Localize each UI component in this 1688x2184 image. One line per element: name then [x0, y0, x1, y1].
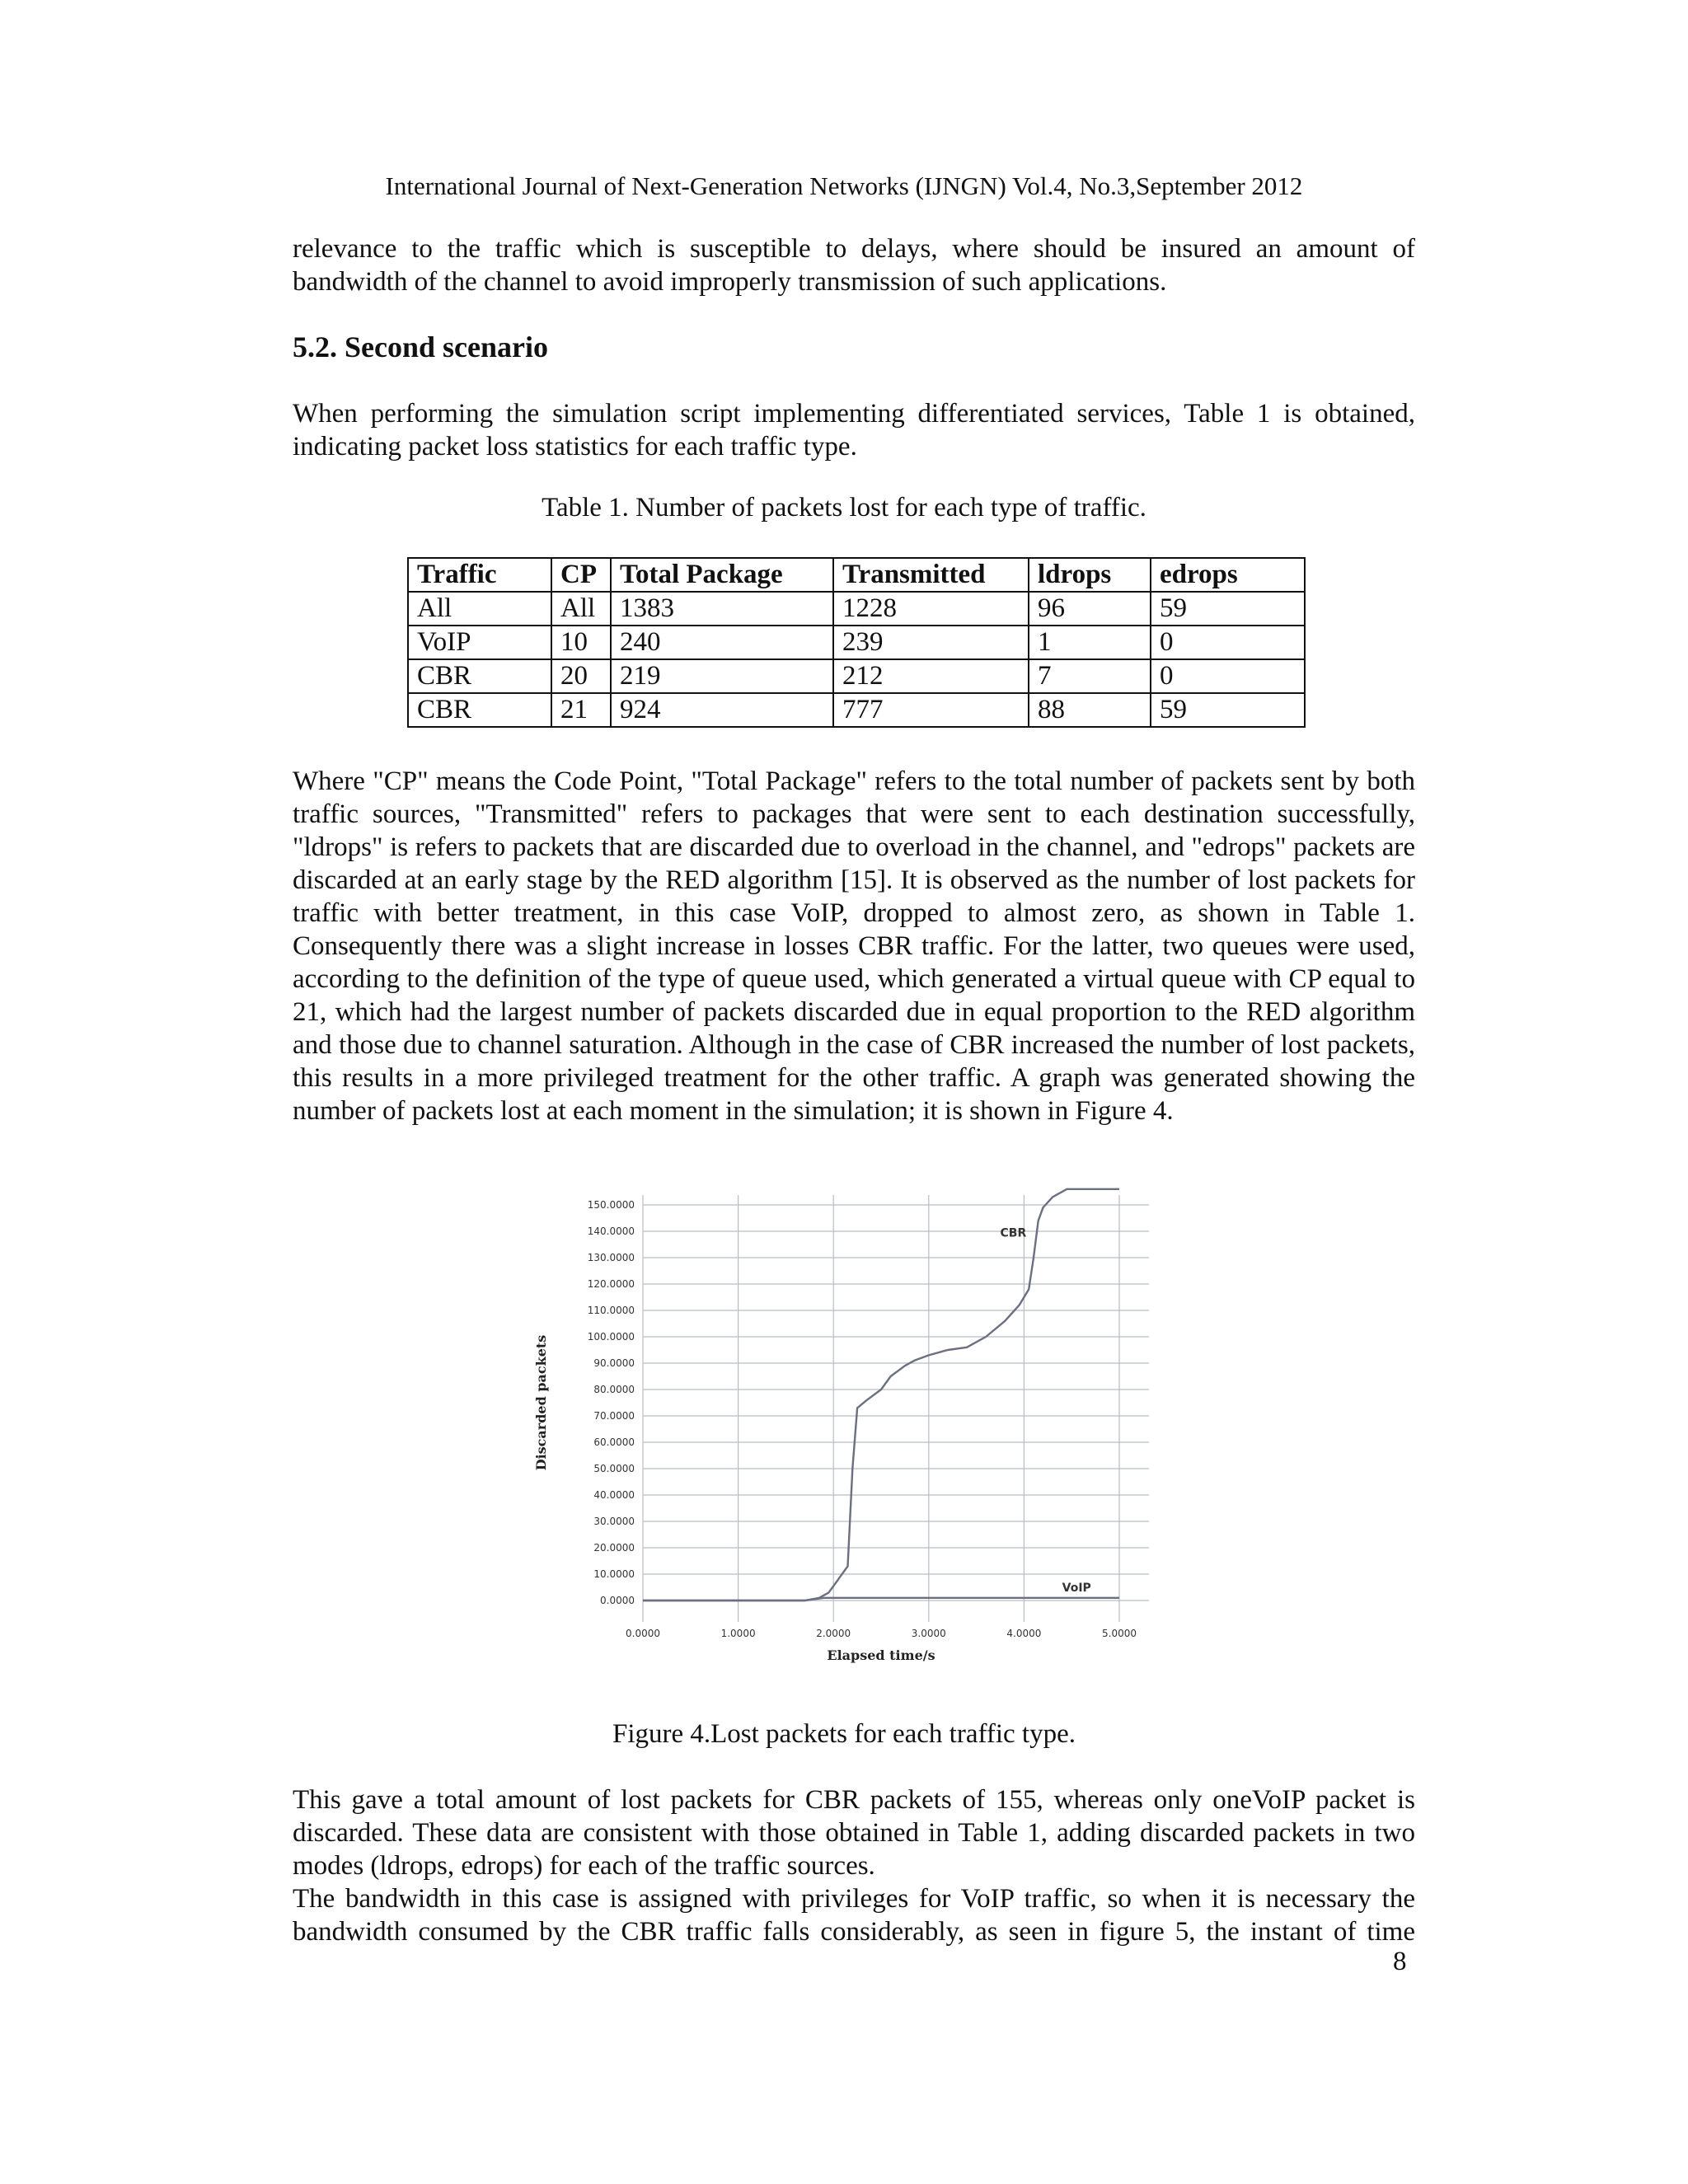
table-cell: 59 [1151, 693, 1305, 727]
y-tick-label: 70.0000 [593, 1410, 635, 1422]
series-label-cbr: CBR [1000, 1226, 1027, 1240]
intro-paragraph: relevance to the traffic which is susceptible to delays, where should be insured an amount of bandwidth of the channel to avoid improperly transmission of such applications. [293, 234, 1415, 297]
x-tick-label: 3.0000 [911, 1628, 946, 1639]
y-tick-label: 140.0000 [587, 1226, 635, 1237]
page-number: 8 [1393, 1947, 1407, 1976]
table-cell: 59 [1151, 592, 1305, 626]
lost-packets-chart [528, 1187, 1170, 1690]
y-tick-label: 80.0000 [593, 1384, 635, 1395]
discussion-paragraph: Where "CP" means the Code Point, "Total Package" refers to the total number of packets sent by both traffic sources, "Transmitted" refers to packages that were sent to each destination successfully, "ldrops" is refers to packets that are discarded due to overload in the channel, and "edrops" packets are discarded at an early stage by the RED algorithm [15]. It is observed as the number of lost packets for traffic with better treatment, in this case VoIP, dropped to almost zero, as shown in Table 1. Consequently there was a slight increase in losses CBR traffic. For the latter, two queues were used, according to the definition of the type of queue used, which generated a virtual queue with CP equal to 21, which had the largest number of packets discarded due in equal proportion to the RED algorithm and those due to channel saturation. Although in the case of CBR increased the number of lost packets, this results in a more privileged treatment for the other traffic. A graph was generated showing the number of packets lost at each moment in the simulation; it is shown in Figure 4. [293, 766, 1415, 1126]
table-row [408, 592, 1305, 626]
y-tick-label: 120.0000 [587, 1278, 635, 1290]
table-cell: CBR [408, 659, 551, 693]
y-tick-label: 100.0000 [587, 1331, 635, 1343]
table-row [408, 659, 1305, 693]
y-tick-label: 30.0000 [593, 1516, 635, 1527]
table-header-cell: edrops [1151, 558, 1305, 592]
x-tick-label: 2.0000 [816, 1628, 851, 1639]
y-tick-label: 50.0000 [593, 1463, 635, 1474]
table-cell: All [551, 592, 611, 626]
x-tick-label: 1.0000 [720, 1628, 756, 1639]
running-header: International Journal of Next-Generation Networks (IJNGN) Vol.4, No.3,September 2012 [385, 171, 1303, 200]
y-tick-label: 40.0000 [593, 1489, 635, 1501]
x-tick-label: 5.0000 [1102, 1628, 1137, 1639]
table-header-cell: Traffic [408, 558, 551, 592]
table-cell: 20 [551, 659, 611, 693]
packet-loss-table [407, 557, 1306, 728]
y-tick-label: 10.0000 [593, 1568, 635, 1580]
table-cell: 777 [833, 693, 1029, 727]
table-cell: VoIP [408, 626, 551, 659]
y-tick-label: 110.0000 [587, 1305, 635, 1316]
series-label-voip: VoIP [1062, 1581, 1091, 1595]
table-header-row [408, 558, 1305, 592]
table-row [408, 626, 1305, 659]
section-paragraph: When performing the simulation script implementing differentiated services, Table 1 is obtained, indicating packet loss statistics for each traffic type. [293, 399, 1415, 462]
x-axis-title: Elapsed time/s [827, 1647, 935, 1663]
table-cell: 0 [1151, 659, 1305, 693]
y-tick-label: 20.0000 [593, 1542, 635, 1554]
table-header-cell: ldrops [1029, 558, 1151, 592]
figure-caption: Figure 4.Lost packets for each traffic type. [612, 1719, 1076, 1749]
table-header-cell: Total Package [611, 558, 833, 592]
table-cell: All [408, 592, 551, 626]
y-tick-label: 90.0000 [593, 1357, 635, 1369]
table-cell: CBR [408, 693, 551, 727]
y-tick-label: 0.0000 [600, 1595, 635, 1606]
table-cell: 240 [611, 626, 833, 659]
table-header-cell: Transmitted [833, 558, 1029, 592]
table-cell: 1 [1029, 626, 1151, 659]
x-tick-label: 4.0000 [1006, 1628, 1042, 1639]
table-cell: 1383 [611, 592, 833, 626]
table-cell: 924 [611, 693, 833, 727]
y-tick-label: 150.0000 [587, 1199, 635, 1211]
table-cell: 0 [1151, 626, 1305, 659]
conclusion-paragraph-2: The bandwidth in this case is assigned with privileges for VoIP traffic, so when it is necessary the bandwidth consumed by the CBR traffic falls considerably, as seen in figure 5, the instant of time [293, 1884, 1415, 1947]
table-cell: 10 [551, 626, 611, 659]
table-cell: 219 [611, 659, 833, 693]
table-cell: 239 [833, 626, 1029, 659]
y-tick-label: 130.0000 [587, 1252, 635, 1263]
section-heading: 5.2. Second scenario [293, 330, 548, 363]
table-cell: 1228 [833, 592, 1029, 626]
y-tick-label: 60.0000 [593, 1436, 635, 1448]
table-cell: 7 [1029, 659, 1151, 693]
y-axis-title: Discarded packets [533, 1334, 549, 1471]
table-caption: Table 1. Number of packets lost for each type of traffic. [542, 493, 1146, 523]
conclusion-paragraph: This gave a total amount of lost packets for CBR packets of 155, whereas only oneVoIP packet is discarded. These data are consistent with those obtained in Table 1, adding discarded packets in two modes (ldrops, edrops) for each of the traffic sources. [293, 1785, 1415, 1881]
table-cell: 21 [551, 693, 611, 727]
table-cell: 96 [1029, 592, 1151, 626]
table-cell: 88 [1029, 693, 1151, 727]
table-cell: 212 [833, 659, 1029, 693]
table-row [408, 693, 1305, 727]
x-tick-label: 0.0000 [626, 1628, 660, 1639]
table-header-cell: CP [551, 558, 611, 592]
